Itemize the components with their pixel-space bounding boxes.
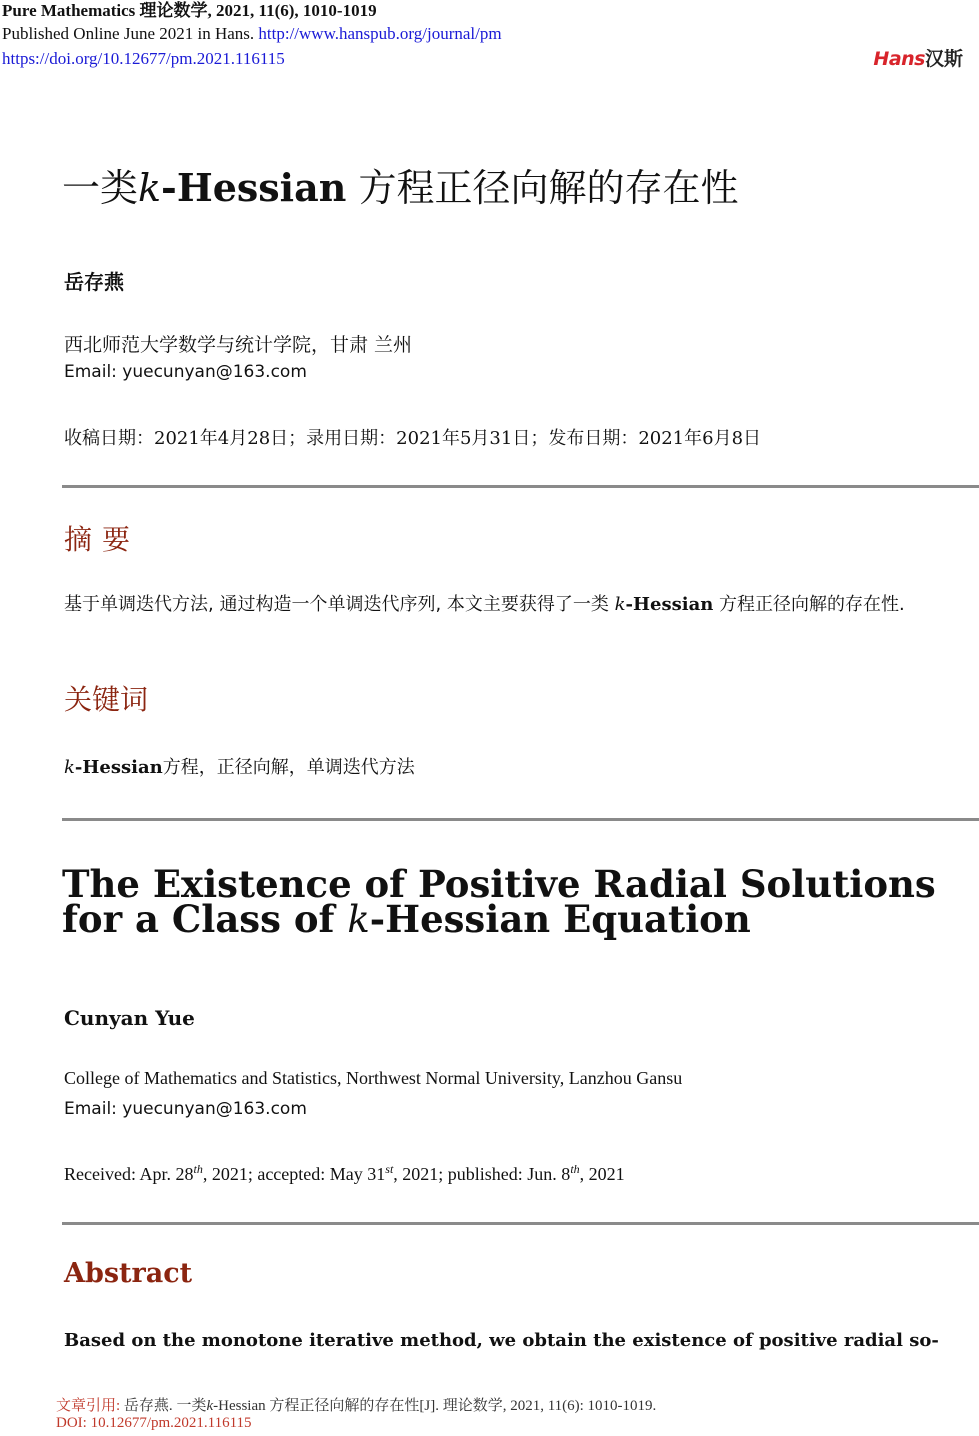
abstract-cn-part2: 方程正径向解的存在性. [713, 594, 905, 615]
cite-k: k [206, 1398, 214, 1414]
date-received: Received: Apr. 28 [64, 1164, 194, 1184]
abstract-heading-chinese: 摘要 [64, 523, 141, 556]
abstract-cn-hessian: -Hessian [625, 594, 714, 615]
published-line [2, 23, 502, 45]
date-accepted-sup: st [385, 1162, 394, 1176]
dates-chinese: 收稿日期：2021年4月28日；录用日期：2021年5月31日；发布日期：2021年6月8日 [64, 428, 762, 449]
keywords-chinese [64, 753, 415, 779]
cite-label: 文章引用: [56, 1398, 121, 1414]
logo-cn: 汉斯 [924, 48, 963, 70]
date-published: , 2021; published: Jun. 8 [393, 1164, 571, 1184]
affiliation-chinese: 西北师范大学数学与统计学院，甘肃 兰州 [64, 334, 413, 356]
date-published-sup: th [570, 1162, 580, 1176]
divider [62, 485, 979, 488]
title-cn-hessian: -Hessian [161, 165, 347, 210]
title-en-k: k [347, 898, 370, 941]
dates-english [64, 1162, 625, 1185]
date-received-sup: th [193, 1162, 203, 1176]
journal-link[interactable]: http://www.hanspub.org/journal/pm [258, 24, 502, 43]
abstract-cn-k: k [614, 594, 626, 615]
cite-title-prefix: 一类 [176, 1398, 207, 1414]
title-en-prefix: for a Class of [62, 897, 348, 941]
email-chinese[interactable]: Email: yuecunyan@163.com [64, 362, 307, 382]
keywords-heading-chinese: 关键词 [64, 683, 149, 716]
hans-logo [873, 44, 963, 71]
title-cn-prefix: 一类 [62, 166, 139, 210]
title-cn-k: k [138, 166, 162, 210]
published-text: Published Online June 2021 in Hans. [2, 24, 255, 43]
date-end: , 2021 [579, 1164, 625, 1184]
divider [62, 818, 979, 821]
title-en-line1: The Existence of Positive Radial Solutions [62, 862, 936, 906]
cite-text [124, 1398, 656, 1414]
doi-link[interactable]: https://doi.org/10.12677/pm.2021.116115 [2, 49, 285, 68]
cite-author: 岳存燕. [123, 1398, 173, 1414]
abstract-heading-english: Abstract [64, 1258, 193, 1289]
keywords-k: k [64, 757, 75, 778]
author-english: Cunyan Yue [64, 1006, 195, 1030]
author-chinese: 岳存燕 [64, 270, 124, 294]
title-en-suffix: -Hessian Equation [369, 897, 751, 941]
affiliation-english: College of Mathematics and Statistics, Northwest Normal University, Lanzhou Gansu [64, 1068, 683, 1088]
cite-rest: -Hessian 方程正径向解的存在性[J]. 理论数学, 2021, 11(6): 1010-1019. [213, 1398, 657, 1414]
journal-header: Pure Mathematics 理论数学, 2021, 11(6), 1010-1019 [2, 1, 377, 20]
keywords-rest: 方程，正径向解，单调迭代方法 [162, 757, 415, 778]
title-english [62, 862, 977, 941]
logo-latin: Hans [873, 48, 925, 70]
abstract-cn-part1: 基于单调迭代方法, 通过构造一个单调迭代序列, 本文主要获得了一类 [64, 594, 615, 615]
abstract-chinese [64, 590, 969, 620]
abstract-english: Based on the monotone iterative method, we obtain the existence of positive radial so- [64, 1330, 939, 1351]
doi-footer[interactable]: DOI: 10.12677/pm.2021.116115 [56, 1415, 252, 1431]
divider [62, 1222, 979, 1225]
keywords-hessian: -Hessian [74, 757, 163, 778]
date-accepted: , 2021; accepted: May 31 [202, 1164, 386, 1184]
citation-footer [56, 1394, 656, 1415]
title-en-line2 [62, 897, 977, 941]
title-chinese [62, 157, 738, 212]
email-english[interactable]: Email: yuecunyan@163.com [64, 1099, 307, 1119]
title-cn-suffix: 方程正径向解的存在性 [346, 166, 739, 210]
